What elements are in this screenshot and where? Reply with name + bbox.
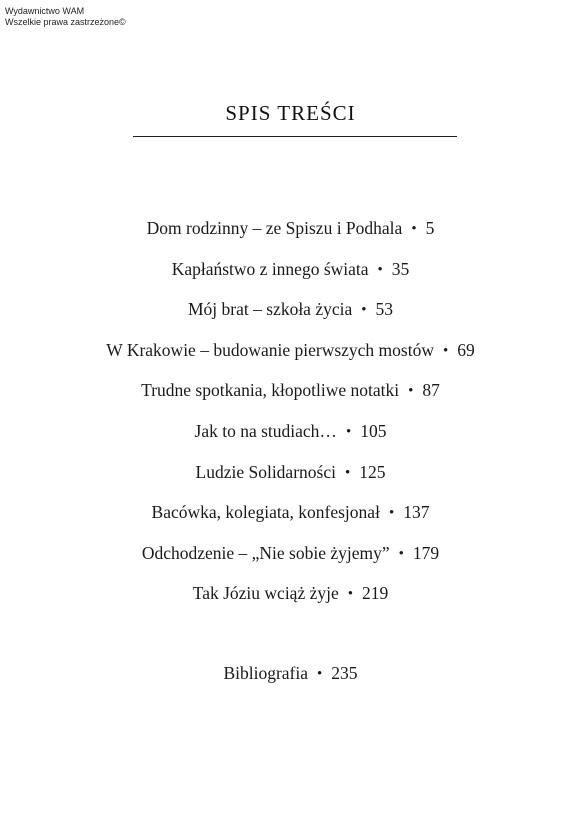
toc-entry-title: Trudne spotkania, kłopotliwe notatki [141, 380, 400, 401]
toc-entry-title: Mój brat – szkoła życia [187, 299, 353, 320]
toc-entry [0, 380, 581, 421]
bullet-separator: • [377, 261, 383, 278]
bullet-separator: • [398, 545, 404, 562]
bibliography-title: Bibliografia [223, 663, 309, 683]
bullet-separator: • [347, 586, 353, 603]
toc-entry-page: 35 [391, 258, 410, 279]
toc-entry [0, 583, 581, 624]
rights-notice: Wszelkie prawa zastrzeżone© [5, 17, 126, 27]
bullet-separator: • [442, 342, 449, 359]
toc-entry [0, 543, 581, 584]
bullet-separator: • [317, 666, 323, 682]
toc-entry-title: Bacówka, kolegiata, konfesjonał [151, 502, 380, 523]
title-underline [133, 136, 457, 137]
toc-entry-page: 179 [412, 542, 440, 563]
toc-entry-title: W Krakowie – budowanie pierwszych mostów [106, 339, 434, 360]
toc-entry [0, 502, 581, 543]
publisher-name: Wydawnictwo WAM [5, 6, 85, 16]
toc-entry-title: Tak Józiu wciąż żyje [192, 583, 339, 604]
toc-entry [0, 299, 581, 340]
page-title: SPIS TREŚCI [225, 101, 356, 125]
publisher-notice [5, 6, 126, 28]
toc-entry-page: 105 [360, 420, 387, 441]
toc-entry-title: Ludzie Solidarności [195, 461, 336, 482]
toc-entry-title: Dom rodzinny – ze Spiszu i Podhala [146, 218, 403, 238]
bibliography-page: 235 [331, 663, 358, 683]
toc-entry-title: Jak to na studiach… [194, 420, 337, 441]
toc-entry [0, 421, 581, 462]
toc-entry-title: Odchodzenie – „Nie sobie żyjemy” [141, 542, 390, 563]
toc-entry-page: 219 [362, 583, 389, 604]
bullet-separator: • [408, 383, 414, 400]
bullet-separator: • [361, 302, 367, 319]
toc-entry-title: Kapłaństwo z innego świata [171, 258, 369, 279]
bullet-separator: • [411, 221, 417, 237]
toc-entry-page: 69 [457, 339, 475, 360]
toc-entry-page: 53 [375, 299, 394, 320]
toc-entry [0, 340, 581, 381]
toc-entry [0, 218, 581, 259]
table-of-contents [0, 218, 581, 624]
toc-entry-page: 137 [403, 502, 430, 523]
toc-entry [0, 462, 581, 503]
toc-entry-page: 87 [422, 380, 440, 401]
toc-entry-page: 125 [359, 461, 386, 482]
toc-entry-page: 5 [425, 218, 435, 238]
bullet-separator: • [388, 505, 395, 522]
toc-entry [0, 259, 581, 300]
bullet-separator: • [344, 464, 351, 481]
bibliography-entry [0, 663, 581, 684]
bullet-separator: • [345, 423, 352, 440]
